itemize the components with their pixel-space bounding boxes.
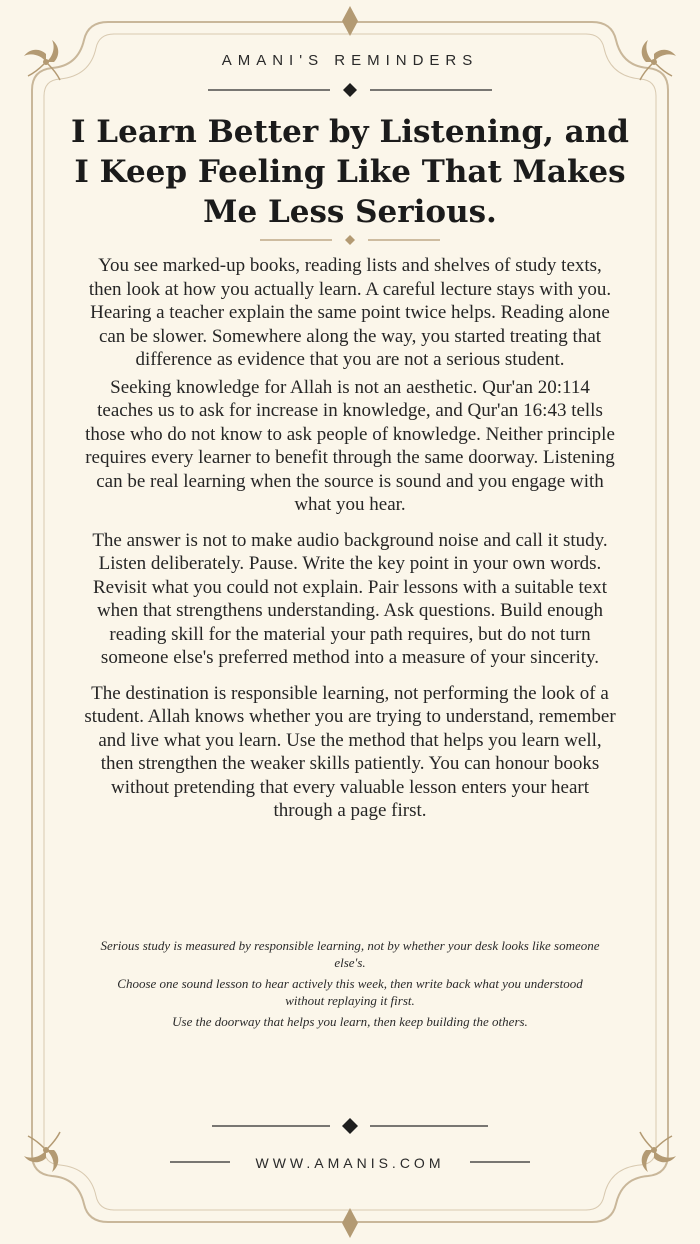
closing-notes [100,937,600,1034]
closing-line-1: Serious study is measured by responsible learning, not by whether your desk looks like someone else's. [100,938,600,970]
paragraph-3: The answer is not to make audio background noise and call it study. Listen deliberately. Pause. Write the key point in your own words. Revisit what you could not explain. Pair lessons with a suitable text when that strengthens understanding. Ask questions. Build enough reading skill for the material your path requires, but do not turn someone else's preferred method into a measure of your sincerity. [92,529,608,668]
closing-line-2: Choose one sound lesson to hear actively this week, then write back what you understood without replaying it first. [117,976,583,1008]
body-text [82,254,618,835]
paragraph-2: Seeking knowledge for Allah is not an aesthetic. Qur'an 20:114 teaches us to ask for increase in knowledge, and Qur'an 16:43 tells those who do not know to ask people of knowledge. Neither principle requires every learner to benefit through the same doorway. Listening can be real learning when the source is sound and you engage with what you hear. [85,376,615,515]
website-link[interactable]: WWW.AMANIS.COM [255,1155,445,1171]
closing-line-3: Use the doorway that helps you learn, then keep building the others. [172,1014,528,1029]
paragraph-4: The destination is responsible learning, not performing the look of a student. Allah knows whether you are trying to understand, remember and live what you learn. Use the method that helps you learn well, then strengthen the weaker skills patiently. You can honour books without pretending that every valuable lesson enters your heart through a page first. [84,682,616,821]
brand-name: AMANI'S REMINDERS [221,52,479,69]
paragraph-1: You see marked-up books, reading lists and shelves of study texts, then look at how you actually learn. A careful lecture stays with you. Hearing a teacher explain the same point twice helps. Reading alone can be slower. Somewhere along the way, you started treating that difference as evidence that you are not a serious student. [88,255,612,370]
page-title: I Learn Better by Listening, and I Keep Feeling Like That Makes Me Less Serious. [71,114,629,230]
